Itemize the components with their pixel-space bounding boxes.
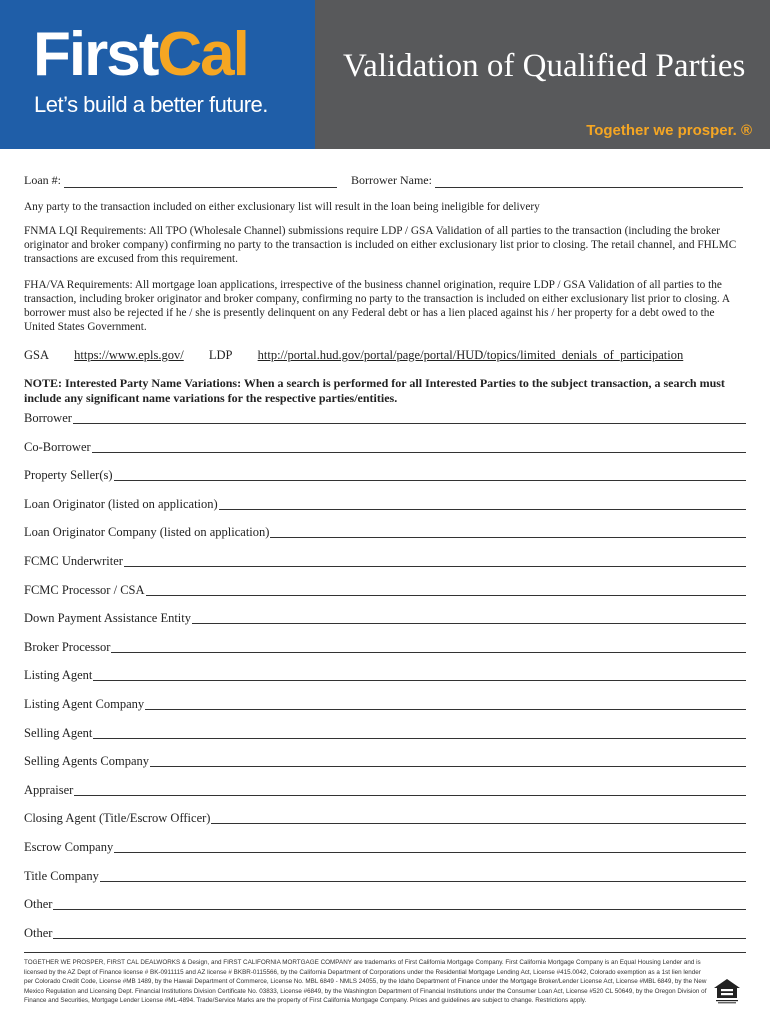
party-field-input[interactable]: [124, 565, 746, 567]
party-field-input[interactable]: [114, 479, 746, 481]
fha-paragraph: FHA/VA Requirements: All mortgage loan applications, irrespective of the business channel origination, require LDP / GSA Validation of all parties to the transaction, including broker originator and broker company, confirming no party to the transaction is included on either exclusionary list prior to closing. A borrower must also be rejected if he / she is presently delinquent on any Federal debt or has a lien placed against his / her property for a debt owed to the United States Government.: [24, 279, 730, 333]
party-field-input[interactable]: [100, 880, 746, 882]
party-field-row: [24, 524, 746, 540]
logo-first-text: First: [33, 20, 158, 89]
party-field-label: Escrow Company: [24, 840, 114, 854]
equal-housing-icon: [712, 978, 742, 1004]
fnma-paragraph: FNMA LQI Requirements: All TPO (Wholesale Channel) submissions require LDP / GSA Validation of all parties to the transaction (including the broker originator and broker company) confirming no party to the transaction is included on either exclusionary list prior to closing. The retail channel, and FHLMC transactions are excused from this requirement.: [24, 225, 737, 265]
party-field-row: [24, 925, 746, 941]
party-field-row: [24, 467, 746, 483]
party-field-label: Other: [24, 897, 53, 911]
party-field-row: [24, 582, 746, 598]
party-field-row: [24, 610, 746, 626]
party-field-input[interactable]: [53, 908, 746, 910]
party-field-input[interactable]: [219, 508, 746, 510]
page-title: Validation of Qualified Parties: [343, 48, 746, 84]
party-field-row: [24, 553, 746, 569]
party-field-label: Selling Agent: [24, 726, 93, 740]
legal-footer: TOGETHER WE PROSPER, FIRST CAL DEALWORKS & Design, and FIRST CALIFORNIA MORTGAGE COMPANY are trademarks of First California Mortgage Company. First California Mortgage Company is an Equal Housing Lender and is licensed by the AZ Dept of Finance license # BK-0911115 and AZ license # BKBR-0115566, by the California Department of Corporations under the Residential Mortgage Lending Act, License #415.0042, Colorado exemption as a 1st lien lender per Colorado Credit Code, License #MB 1489, by the Hawaii Department of Commerce, License No. MBL 6849 - NMLS 24055, by the Idaho Department of Finance under the Mortgage Broker/Lender License Act, License #MBL 6849, by the New Mexico Regulation and Licensing Dept. Financial Institutions Division Certificate No. 03833, License #6849, by the Washington Department of Financial Institutions under the Consumer Loan Act, License #520 CL 50649, by the Oregon Division of Finance and Securities, Mortgage Lender License #ML-4894. Trade/Service Marks are the property of First California Mortgage Company. Prices and guidelines are subject to change. Restrictions apply.: [24, 959, 707, 1005]
party-field-input[interactable]: [145, 708, 746, 710]
loan-row: [24, 173, 746, 188]
party-field-input[interactable]: [92, 451, 746, 453]
firstcal-logo: [33, 20, 248, 89]
ldp-link[interactable]: http://portal.hud.gov/portal/page/portal/HUD/topics/limited_denials_of_participation: [257, 348, 684, 362]
slogan: Together we prosper. ®: [586, 122, 752, 139]
party-field-input[interactable]: [93, 737, 746, 739]
logo-cal-text: Cal: [157, 20, 248, 89]
party-field-row: [24, 725, 746, 741]
party-field-label: Closing Agent (Title/Escrow Officer): [24, 811, 211, 825]
party-field-row: [24, 896, 746, 912]
party-field-row: [24, 753, 746, 769]
party-field-input[interactable]: [150, 765, 746, 767]
party-field-input[interactable]: [270, 536, 746, 538]
party-field-input[interactable]: [114, 851, 746, 853]
party-field-label: Other: [24, 926, 53, 940]
party-field-input[interactable]: [74, 794, 746, 796]
logo-tagline: Let’s build a better future.: [34, 92, 268, 117]
loan-number-field[interactable]: [64, 175, 337, 188]
party-field-row: [24, 868, 746, 884]
party-field-label: FCMC Processor / CSA: [24, 583, 145, 597]
party-field-label: Listing Agent: [24, 668, 93, 682]
party-field-input[interactable]: [111, 651, 746, 653]
logo-panel: [0, 0, 315, 149]
party-field-row: [24, 639, 746, 655]
gsa-link[interactable]: https://www.epls.gov/: [74, 348, 184, 362]
party-field-row: [24, 667, 746, 683]
party-field-label: Listing Agent Company: [24, 697, 145, 711]
party-field-label: Broker Processor: [24, 640, 111, 654]
party-field-row: [24, 839, 746, 855]
party-field-input[interactable]: [93, 679, 746, 681]
intro-paragraph: Any party to the transaction included on either exclusionary list will result in the loan being ineligible for delivery: [24, 201, 540, 213]
party-field-label: Loan Originator (listed on application): [24, 497, 218, 511]
party-field-label: Selling Agents Company: [24, 754, 149, 768]
party-field-row: [24, 410, 746, 426]
party-field-label: Co-Borrower: [24, 440, 91, 454]
name-variations-note: NOTE: Interested Party Name Variations: When a search is performed for all Interested Parties to the subject transaction, a search must include any significant name variations for the respective parties/entities.: [24, 376, 725, 405]
exclusion-links: [24, 348, 705, 363]
party-field-label: FCMC Underwriter: [24, 554, 123, 568]
ldp-label: LDP: [208, 348, 233, 362]
loan-number-label: Loan #:: [24, 173, 61, 187]
page-header: [0, 0, 770, 149]
party-field-input[interactable]: [192, 622, 746, 624]
party-field-label: Appraiser: [24, 783, 74, 797]
party-field-row: [24, 810, 746, 826]
separator-line: [24, 952, 746, 953]
party-field-row: [24, 439, 746, 455]
party-field-input[interactable]: [211, 822, 746, 824]
party-field-input[interactable]: [146, 594, 746, 596]
party-field-input[interactable]: [73, 422, 746, 424]
borrower-name-label: Borrower Name:: [351, 173, 432, 187]
party-field-label: Loan Originator Company (listed on application): [24, 525, 270, 539]
gsa-label: GSA: [24, 348, 50, 362]
party-field-row: [24, 496, 746, 512]
party-field-row: [24, 782, 746, 798]
party-field-input[interactable]: [53, 937, 746, 939]
party-field-label: Down Payment Assistance Entity: [24, 611, 191, 625]
party-field-label: Borrower: [24, 411, 72, 425]
borrower-name-field[interactable]: [435, 175, 743, 188]
party-field-label: Property Seller(s): [24, 468, 113, 482]
party-field-label: Title Company: [24, 869, 99, 883]
party-field-row: [24, 696, 746, 712]
